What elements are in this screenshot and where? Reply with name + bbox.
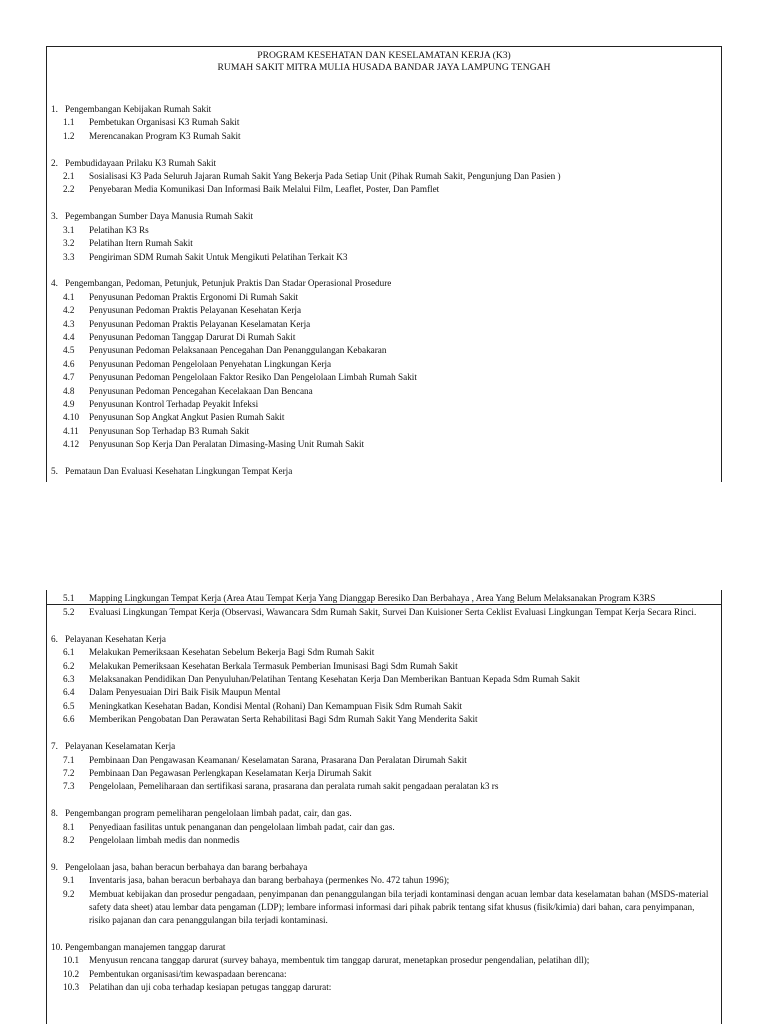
document-page-1 bbox=[46, 46, 722, 482]
document-page-2 bbox=[46, 590, 722, 1024]
section-title: Pengembangan, Pedoman, Petunjuk, Petunjuk Praktis Dan Stadar Operasional Prosedure bbox=[65, 278, 392, 289]
section-title: Pegembangan Sumber Daya Manusia Rumah Sakit bbox=[65, 211, 254, 222]
list-item: 4.9 Penyusunan Kontrol Terhadap Peyakit Infeksi bbox=[63, 398, 259, 409]
list-item: 3.2 Pelatihan Itern Rumah Sakit bbox=[63, 238, 193, 249]
list-item: 4.12 Penyusunan Sop Kerja Dan Peralatan Dimasing-Masing Unit Rumah Sakit bbox=[63, 439, 365, 450]
list-item: 3.1 Pelatihan K3 Rs bbox=[63, 224, 149, 235]
section-9: 9. Pengelolaan jasa, bahan beracun berbahaya dan barang berbahaya bbox=[51, 861, 717, 874]
list-item: 4.4 Penyusunan Pedoman Tanggap Darurat Di Rumah Sakit bbox=[63, 331, 296, 342]
list-item: 6.5 Meningkatkan Kesehatan Badan, Kondisi Mental (Rohani) Dan Kemampuan Fisik Sdm Rumah Sakit bbox=[63, 700, 463, 711]
section-6: 6. Pelayanan Kesehatan Kerja bbox=[51, 633, 717, 646]
list-item: 4.1 Penyusunan Pedoman Praktis Ergonomi Di Rumah Sakit bbox=[63, 291, 299, 302]
list-item: 1.1 Pembetukan Organisasi K3 Rumah Sakit bbox=[63, 117, 240, 128]
section-title: Pengembangan program pemeliharan pengelolaan limbah padat, cair, dan gas. bbox=[65, 808, 352, 819]
section-title: Pengembangan Kebijakan Rumah Sakit bbox=[65, 104, 212, 114]
section-8: 8. Pengembangan program pemeliharan pengelolaan limbah padat, cair, dan gas. bbox=[51, 807, 717, 820]
list-item: 1.2 Merencanakan Program K3 Rumah Sakit bbox=[63, 130, 241, 141]
section-title: Pembudidayaan Prilaku K3 Rumah Sakit bbox=[65, 157, 217, 168]
list-item: 6.3 Melaksanakan Pendidikan Dan Penyuluhan/Pelatihan Tentang Kesehatan Kerja Dan Memberikan Bantuan Kepada Sdm Rumah Sakit bbox=[63, 674, 580, 685]
list-item: 7.1 Pembinaan Dan Pengawasan Keamanan/ Keselamatan Sarana, Prasarana Dan Peralatan Dirumah Sakit bbox=[63, 754, 467, 765]
list-item: 5.1 Mapping Lingkungan Tempat Kerja (Area Atau Tempat Kerja Yang Dianggap Beresiko Dan Berbahaya , Area Yang Belum Melaksanakan Program K3RS bbox=[63, 593, 656, 603]
list-item: 10.2 Pembentukan organisasi/tim kewaspadaan berencana: bbox=[63, 968, 287, 979]
section-4: 4. Pengembangan, Pedoman, Petunjuk, Petunjuk Praktis Dan Stadar Operasional Prosedure bbox=[51, 277, 717, 290]
list-item: 8.1 Penyediaan fasilitas untuk penanganan dan pengelolaan limbah padat, cair dan gas. bbox=[63, 821, 395, 832]
list-item: 3.3 Pengiriman SDM Rumah Sakit Untuk Mengikuti Pelatihan Terkait K3 bbox=[63, 251, 348, 262]
section-title: Pelayanan Keselamatan Kerja bbox=[65, 741, 176, 752]
list-item: 10.3 Pelatihan dan uji coba terhadap kesiapan petugas tanggap darurat: bbox=[63, 981, 332, 992]
list-item: 6.6 Memberikan Pengobatan Dan Perawatan Serta Rehabilitasi Bagi Sdm Rumah Sakit Yang Menderita Sakit bbox=[63, 714, 478, 725]
section-5: 5. Pemataun Dan Evaluasi Kesehatan Lingkungan Tempat Kerja bbox=[51, 465, 717, 478]
list-item: 6.4 Dalam Penyesuaian Diri Baik Fisik Maupun Mental bbox=[63, 687, 281, 698]
list-item: 6.2 Melakukan Pemeriksaan Kesehatan Berkala Termasuk Pemberian Imunisasi Bagi Sdm Rumah Sakit bbox=[63, 660, 458, 671]
header-line-1: PROGRAM KESEHATAN DAN KESELAMATAN KERJA (K3) bbox=[257, 50, 511, 61]
list-item: 7.3 Pengelolaan, Pemeliharaan dan sertifikasi sarana, prasarana dan peralata rumah sakit pengadaan peralatan k3 rs bbox=[63, 781, 499, 792]
list-item: 4.3 Penyusunan Pedoman Praktis Pelayanan Keselamatan Kerja bbox=[63, 318, 311, 329]
section-title: Pengembangan manajemen tanggap darurat bbox=[65, 941, 226, 952]
section-2: 2. Pembudidayaan Prilaku K3 Rumah Sakit bbox=[51, 157, 717, 170]
list-item: 4.11 Penyusunan Sop Terhadap B3 Rumah Sakit bbox=[63, 425, 250, 436]
list-item: 4.5 Penyusunan Pedoman Pelaksanaan Pencegahan Dan Penanggulangan Kebakaran bbox=[63, 345, 387, 356]
list-item: 7.2 Pembinaan Dan Pegawasan Perlengkapan Keselamatan Kerja Dirumah Sakit bbox=[63, 767, 372, 778]
list-item: 4.6 Penyusunan Pedoman Pengelolaan Penyehatan Lingkungan Kerja bbox=[63, 358, 332, 369]
section-3: 3. Pegembangan Sumber Daya Manusia Rumah Sakit bbox=[51, 210, 717, 223]
section-1 bbox=[51, 103, 717, 478]
list-item: 2.2 Penyebaran Media Komunikasi Dan Informasi Baik Melalui Film, Leaflet, Poster, Dan Pamflet bbox=[63, 184, 440, 195]
list-item: 4.10 Penyusunan Sop Angkat Angkut Pasien Rumah Sakit bbox=[63, 412, 285, 423]
list-item: 10.1 Menyusun rencana tanggap darurat (survey bahaya, membentuk tim tanggap darurat, menetapkan prosedur pengendalian, pelatihan dll); bbox=[63, 955, 590, 966]
section-7: 7. Pelayanan Keselamatan Kerja bbox=[51, 740, 717, 753]
list-item: 4.7 Penyusunan Pedoman Pengelolaan Faktor Resiko Dan Pengelolaan Limbah Rumah Sakit bbox=[63, 372, 417, 383]
section-title: Pengelolaan jasa, bahan beracun berbahaya dan barang berbahaya bbox=[65, 861, 308, 872]
section-10: 10. Pengembangan manajemen tanggap darurat bbox=[51, 941, 717, 954]
section-number: 1. bbox=[51, 104, 58, 114]
list-item: 4.2 Penyusunan Pedoman Praktis Pelayanan Kesehatan Kerja bbox=[63, 305, 302, 316]
list-item: 6.1 Melakukan Pemeriksaan Kesehatan Sebelum Bekerja Bagi Sdm Rumah Sakit bbox=[63, 647, 375, 658]
list-item: 9.1 Inventaris jasa, bahan beracun berbahaya dan barang berbahaya (permenkes No. 472 tahun 1996); bbox=[63, 875, 450, 886]
list-item: 2.1 Sosialisasi K3 Pada Seluruh Jajaran Rumah Sakit Yang Bekerja Pada Setiap Unit (Pihak Rumah Sakit, Pengunjung Dan Pasien ) bbox=[63, 171, 561, 182]
section-5-continued bbox=[51, 592, 717, 994]
section-title: Pelayanan Kesehatan Kerja bbox=[65, 633, 167, 644]
list-item: 9.2 Membuat kebijakan dan prosedur pengadaan, penyimpanan dan penanggulangan bila terjadi kontaminasi dengan acuan lembar data keselamatan bahan (MSDS-material safety data sheet) atau lembar data pengaman (LDP); lembare informasi informasi dari pihak pabrik tentang sifat khusus (fisik/kimia) dari bahan, cara penyimpanan, risiko pajanan dan cara penanggulangan bila terjadi kontaminasi. bbox=[63, 888, 709, 926]
header-line-2: RUMAH SAKIT MITRA MULIA HUSADA BANDAR JAYA LAMPUNG TENGAH bbox=[217, 61, 551, 73]
section-title: Pemataun Dan Evaluasi Kesehatan Lingkungan Tempat Kerja bbox=[65, 465, 293, 476]
list-item: 5.2 Evaluasi Lingkungan Tempat Kerja (Observasi, Wawancara Sdm Rumah Sakit, Survei Dan Kuisioner Serta Ceklist Evaluasi Lingkungan Tempat Kerja Secara Rinci. bbox=[63, 607, 697, 618]
list-item: 8.2 Pengelolaan limbah medis dan nonmedis bbox=[63, 834, 240, 845]
list-item: 4.8 Penyusunan Pedoman Pencegahan Kecelakaan Dan Bencana bbox=[63, 385, 313, 396]
document-header bbox=[47, 50, 721, 73]
